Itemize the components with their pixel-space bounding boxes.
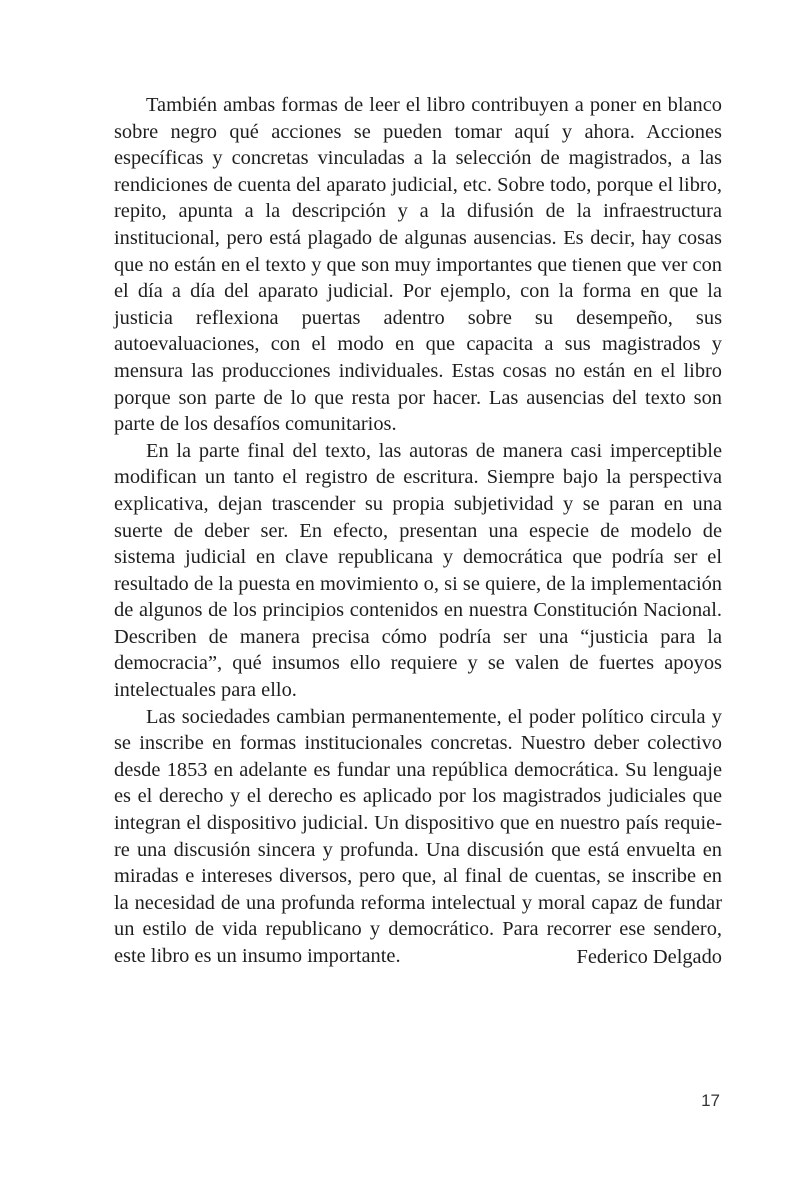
paragraph-1: También ambas formas de leer el libro contribuyen a poner en blanco sobre negro qué acciones se pueden tomar aquí y ahora. Acciones específicas y concretas vinculadas a la selección de magistrados, a las rendiciones de cuenta del aparato judicial, etc. Sobre todo, porque el libro, repito, apunta a la descripción y a la difusión de la infraestructura institucional, pero está plagado de algunas ausencias. Es decir, hay cosas que no están en el texto y que son muy importantes que tienen que ver con el día a día del aparato judicial. Por ejemplo, con la forma en que la justicia reflexiona puertas adentro sobre su desempeño, sus autoevaluaciones, con el modo en que capacita a sus magistrados y mensura las producciones individuales. Estas cosas no están en el libro porque son parte de lo que resta por hacer. Las ausencias del texto son parte de los desafíos comunitarios. [114, 94, 722, 436]
paragraph-3: Las sociedades cambian permanentemente, el poder político circula y se inscribe en formas institucionales concretas. Nuestro deber colectivo desde 1853 en adelante es fundar una república democrática. Su lenguaje es el derecho y el derecho es aplicado por los magistrados judiciales que integran el dispositivo judicial. Un dispositivo que en nuestro país requiere una discusión sincera y profunda. Una discusión que está envuelta en miradas e intereses diversos, pero que, al final de cuentas, se inscribe en la necesidad de una profunda reforma intelectual y moral capaz de fundar un estilo de vida republicano y democrático. Para recorrer ese sendero, este libro es un insumo importante. [114, 705, 722, 967]
page-number: 17 [701, 1091, 720, 1110]
author-signature: Federico Delgado [576, 946, 722, 968]
body-text [114, 92, 722, 970]
paragraph-2: En la parte final del texto, las autoras de manera casi imperceptible modifican un tanto el registro de escritura. Siempre bajo la perspectiva explicativa, dejan trascender su propia subjetividad y se paran en una suerte de deber ser. En efecto, presentan una especie de modelo de sistema judicial en clave republicana y democrática que podría ser el resultado de la puesta en movimiento o, si se quiere, de la implementación de algunos de los principios contenidos en nuestra Constitución Nacional. Describen de manera precisa cómo podría ser una “justicia para la democracia”, qué insumos ello requiere y se valen de fuertes apoyos intelectuales para ello. [114, 439, 722, 702]
